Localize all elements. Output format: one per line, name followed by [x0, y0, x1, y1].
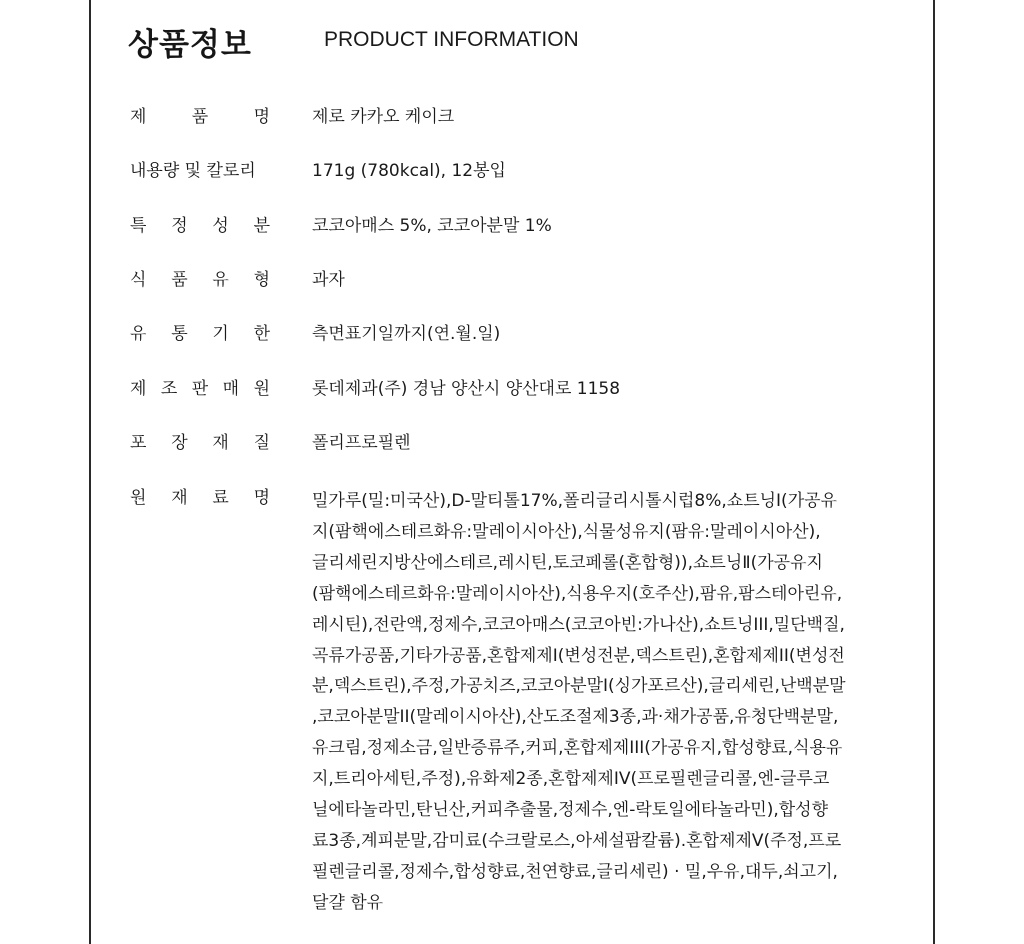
ingredients-line: 밀가루(밀:미국산),D-말티톨17%,폴리글리시톨시럽8%,쇼트닝I(가공유: [312, 491, 837, 511]
label-food-type: 식 품 유 형: [130, 270, 270, 290]
ingredients-line: 닐에타놀라민,탄닌산,커피추출물,정제수,엔-락토일에타놀라민),합성향: [312, 800, 829, 821]
ingredients-line: 글리세린지방산에스테르,레시틴,토코페롤(혼합형)),쇼트닝Ⅱ(가공유지: [312, 552, 823, 573]
label-special-ingredients: 특 정 성 분: [130, 216, 270, 236]
value-expiry: 측면표기일까지(연.월.일): [312, 324, 501, 344]
ingredients-line: 분,덱스트린),주정,가공치즈,코코아분말I(싱가포르산),글리세린,난백분말: [312, 676, 846, 697]
label-content-calorie: 내용량 및 칼로리: [130, 161, 256, 181]
title-korean: 상품정보: [128, 26, 252, 63]
ingredients-line: 지(팜핵에스테르화유:말레이시아산),식물성유지(팜유:말레이시아산),: [312, 521, 821, 542]
value-food-type: 과자: [312, 270, 345, 290]
ingredients-line: 레시틴),전란액,정제수,코코아매스(코코아빈:가나산),쇼트닝III,밀단백질,: [312, 614, 845, 635]
label-manufacturer: 제 조 판 매 원: [130, 379, 270, 399]
right-border-line: [933, 0, 935, 944]
value-product-name: 제로 카카오 케이크: [312, 107, 455, 127]
label-expiry: 유 통 기 한: [130, 324, 270, 344]
ingredients-line: (팜핵에스테르화유:말레이시아산),식용우지(호주산),팜유,팜스테아린유,: [312, 583, 843, 604]
ingredients-line: ,코코아분말II(말레이시아산),산도조절제3종,과·채가공품,유청단백분말,: [312, 707, 839, 728]
value-packaging: 폴리프로필렌: [312, 433, 411, 453]
ingredients-line: 유크림,정제소금,일반증류주,커피,혼합제제III(가공유지,합성향료,식용유: [312, 738, 843, 759]
left-border-line: [89, 0, 91, 944]
header: [128, 16, 252, 66]
ingredients-line: 필렌글리콜,정제수,합성향료,천연향료,글리세린) · 밀,우유,대두,쇠고기,: [312, 861, 838, 882]
value-ingredients: [312, 486, 902, 919]
ingredients-line: 료3종,계피분말,감미료(수크랄로스,아세설팜칼륨).혼합제제V(주정,프로: [312, 830, 842, 851]
value-manufacturer: 롯데제과(주) 경남 양산시 양산대로 1158: [312, 379, 621, 399]
ingredients-line: 지,트리아세틴,주정),유화제2종,혼합제제IV(프로필렌글리콜,엔-글루코: [312, 769, 830, 790]
value-special-ingredients: 코코아매스 5%, 코코아분말 1%: [312, 216, 552, 236]
ingredients-line: 곡류가공품,기타가공품,혼합제제I(변성전분,덱스트린),혼합제제II(변성전: [312, 645, 845, 666]
ingredients-line: 달걀 함유: [312, 892, 384, 913]
value-content-calorie: 171g (780kcal), 12봉입: [312, 161, 506, 181]
label-product-name: 제 품 명: [130, 107, 270, 127]
label-ingredients: 원 재 료 명: [130, 488, 270, 508]
title-english: PRODUCT INFORMATION: [324, 28, 579, 51]
label-packaging: 포 장 재 질: [130, 433, 270, 453]
